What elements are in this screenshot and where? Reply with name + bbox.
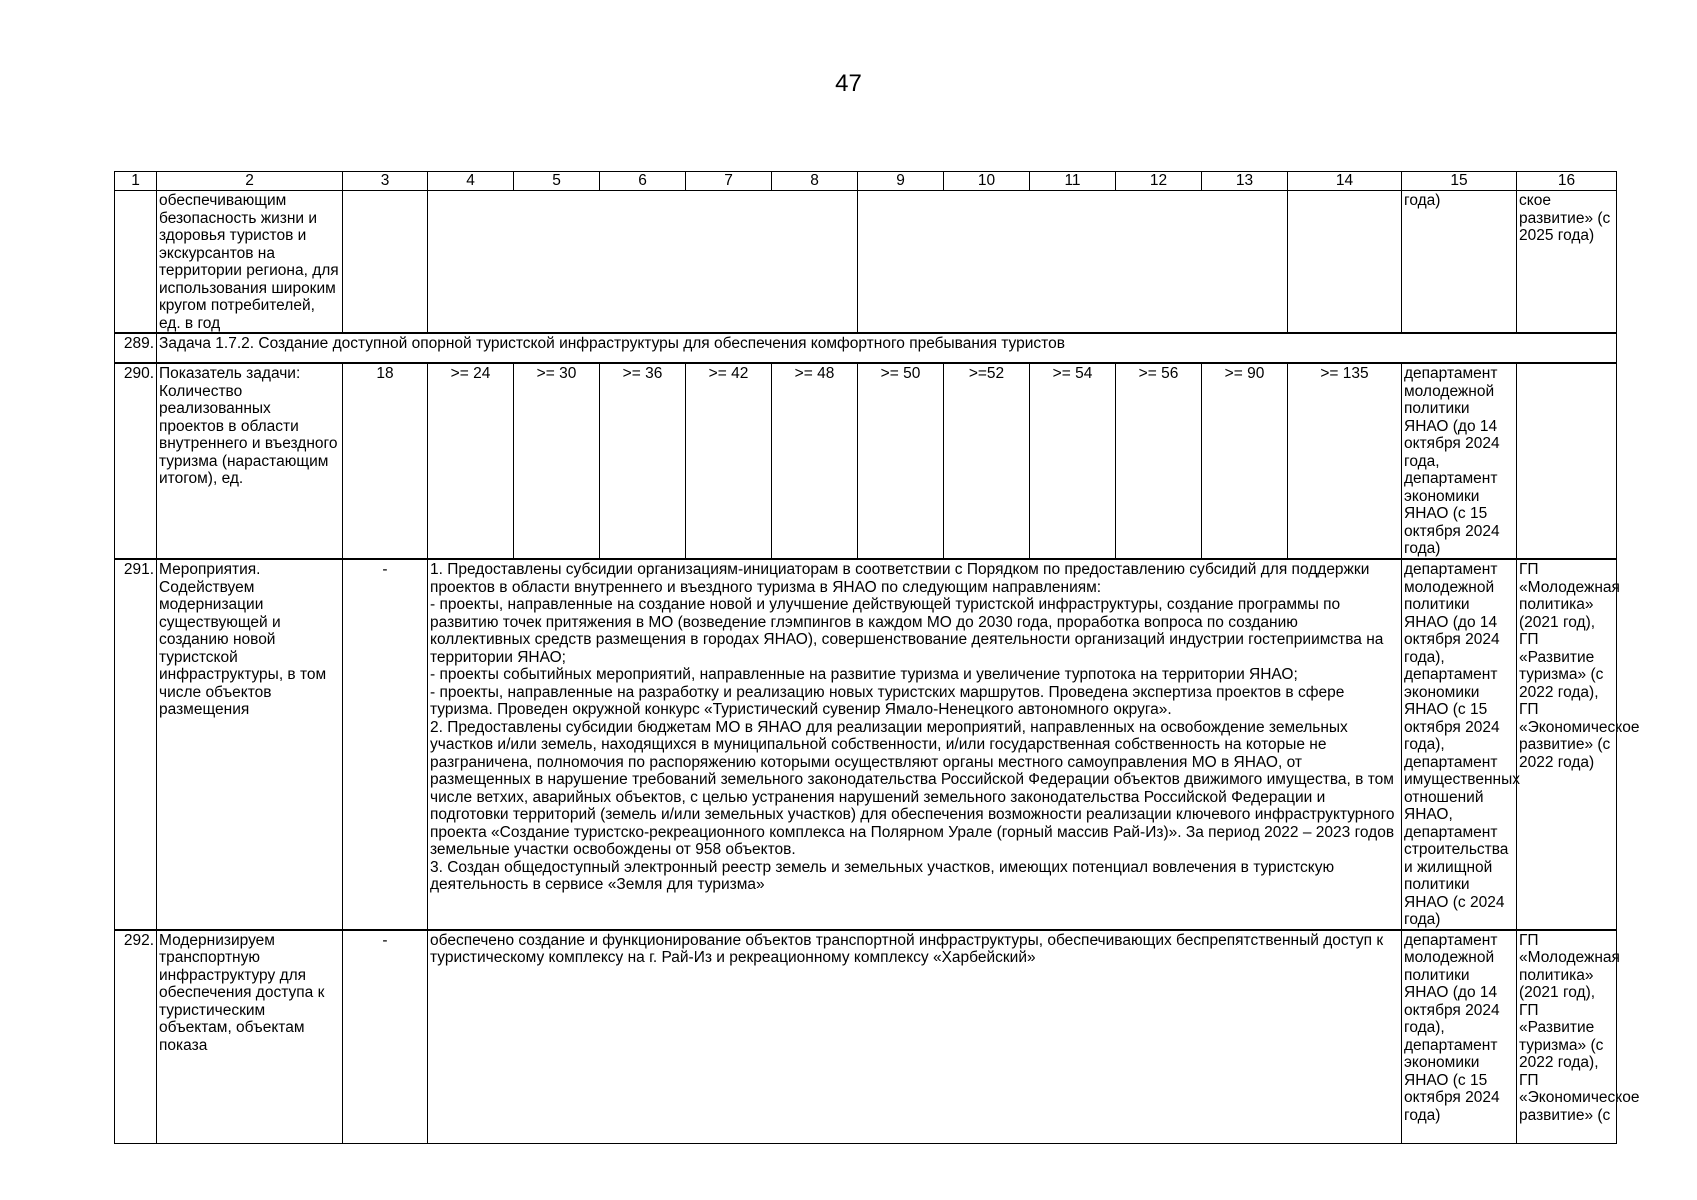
col-header: 13 <box>1202 172 1288 191</box>
year-value: >= 56 <box>1116 363 1202 559</box>
col-header: 16 <box>1517 172 1617 191</box>
measure-description: 1. Предоставлены субсидии организациям-инициаторам в соответствии с Порядком по предоставлению субсидий для поддержки проектов в области внутреннего и въездного туризма в ЯНАО по следующим направлениям: - проекты, направленные на создание новой и улучшение действующей туристской инфраструктуры, создание программы по развитию точек притяжения в МО (возведение глэмпингов в каждом МО до 2030 года, проработка вопроса по созданию коллективных средств размещения в городах ЯНАО), совершенствование деятельности организаций индустрии гостеприимства на территории ЯНАО; - проекты событийных мероприятий, направленные на развитие туризма и увеличение турпотока на территории ЯНАО; - проекты, направленные на разработку и реализацию новых туристских маршрутов. Проведена экспертиза проектов в сфере туризма. Проведен окружной конкурс «Туристический сувенир Ямало-Ненецкого автономного округа». 2. Предоставлены субсидии бюджетам МО в ЯНАО для реализации мероприятий, направленных на освобождение земельных участков и/или земель, находящихся в муниципальной собственности, и/или государственная собственность на которые не разграничена, полномочия по распоряжению которыми осуществляют органы местного самоуправления МО в ЯНАО, от размещенных в нарушение требований земельного законодательства Российской Федерации объектов движимого имущества, в том числе ветхих, аварийных объектов, с целью устранения нарушений земельного законодательства Российской Федерации и подготовки территорий (земель и/или земельных участков) для обеспечения возможности реализации ключевого инфраструктурного проекта «Создание туристско-рекреационного комплекса на Полярном Урале (горный массив Рай-Из)». За период 2022 – 2023 годов земельные участки освобождены от 958 объектов. 3. Создан общедоступный электронный реестр земель и земельных участков, имеющих потенциал вовлечения в туристскую деятельность в сервисе «Земля для туризма» <box>428 559 1402 930</box>
indicators-table <box>114 171 1640 1144</box>
measure-name: Модернизируем транспортную инфраструктуру для обеспечения доступа к туристическим объектам, объектам показа <box>157 930 343 1144</box>
task-title: Задача 1.7.2. Создание доступной опорной туристской инфраструктуры для обеспечения комфортного пребывания туристов <box>157 333 1617 363</box>
col-header: 6 <box>600 172 686 191</box>
col-header: 11 <box>1030 172 1116 191</box>
col-header: 12 <box>1116 172 1202 191</box>
program: ГП «Молодежная политика» (2021 год), ГП «Развитие туризма» (с 2022 года), ГП «Экономическое развитие» (с 2022 года) <box>1517 559 1617 930</box>
row-number: 290. <box>115 363 157 559</box>
measure-name: Мероприятия. Содействуем модернизации существующей и созданию новой туристской инфраструктуры, в том числе объектов размещения <box>157 559 343 930</box>
year-value: >= 42 <box>686 363 772 559</box>
responsible: года) <box>1402 191 1517 334</box>
col-header: 9 <box>858 172 944 191</box>
col-header: 15 <box>1402 172 1517 191</box>
merged-cell <box>428 191 858 334</box>
year-value: >= 50 <box>858 363 944 559</box>
table-row-indicator <box>115 363 1617 559</box>
row-number: 292. <box>115 930 157 1144</box>
col-header: 2 <box>157 172 343 191</box>
table-row-continued <box>115 191 1617 334</box>
table-row-task <box>115 333 1617 363</box>
row-number <box>115 191 157 334</box>
year-value: >=52 <box>944 363 1030 559</box>
base-value: 18 <box>343 363 428 559</box>
indicator-name: Показатель задачи: Количество реализованных проектов в области внутреннего и въездного туризма (нарастающим итогом), ед. <box>157 363 343 559</box>
indicator-name: обеспечивающим безопасность жизни и здоровья туристов и экскурсантов на территории региона, для использования широким кругом потребителей, ед. в год <box>157 191 343 334</box>
table-row-measure <box>115 930 1617 1144</box>
row-number: 289. <box>115 333 157 363</box>
row-number: 291. <box>115 559 157 930</box>
column-header-row <box>115 172 1617 191</box>
col-header: 5 <box>514 172 600 191</box>
col-header: 3 <box>343 172 428 191</box>
col-header: 1 <box>115 172 157 191</box>
year-value: >= 135 <box>1288 363 1402 559</box>
responsible: департамент молодежной политики ЯНАО (до 14 октября 2024 года), департамент экономики ЯНАО (с 15 октября 2024 года) <box>1402 930 1517 1144</box>
year-value: >= 24 <box>428 363 514 559</box>
measure-description: обеспечено создание и функционирование объектов транспортной инфраструктуры, обеспечивающих беспрепятственный доступ к туристическому комплексу на г. Рай-Из и рекреационному комплексу «Харбейский» <box>428 930 1402 1144</box>
program: ское развитие» (с 2025 года) <box>1517 191 1617 334</box>
page-number: 47 <box>835 70 862 97</box>
col-header: 8 <box>772 172 858 191</box>
year-value: >= 90 <box>1202 363 1288 559</box>
merged-cell <box>858 191 1288 334</box>
program: ГП «Молодежная политика» (2021 год), ГП «Развитие туризма» (с 2022 года), ГП «Экономическое развитие» (с <box>1517 930 1617 1144</box>
table-row-measure <box>115 559 1617 930</box>
base-value: - <box>343 559 428 930</box>
col-header: 4 <box>428 172 514 191</box>
col-header: 7 <box>686 172 772 191</box>
year-value: >= 30 <box>514 363 600 559</box>
year-value: >= 54 <box>1030 363 1116 559</box>
col-header: 10 <box>944 172 1030 191</box>
value-cell <box>1288 191 1402 334</box>
col-header: 14 <box>1288 172 1402 191</box>
responsible: департамент молодежной политики ЯНАО (до 14 октября 2024 года), департамент экономики ЯНАО (с 15 октября 2024 года), департамент имущественных отношений ЯНАО, департамент строительства и жилищной политики ЯНАО (с 2024 года) <box>1402 559 1517 930</box>
program <box>1517 363 1617 559</box>
base-value: - <box>343 930 428 1144</box>
year-value: >= 36 <box>600 363 686 559</box>
base-value <box>343 191 428 334</box>
responsible: департамент молодежной политики ЯНАО (до 14 октября 2024 года, департамент экономики ЯНАО (с 15 октября 2024 года) <box>1402 363 1517 559</box>
year-value: >= 48 <box>772 363 858 559</box>
